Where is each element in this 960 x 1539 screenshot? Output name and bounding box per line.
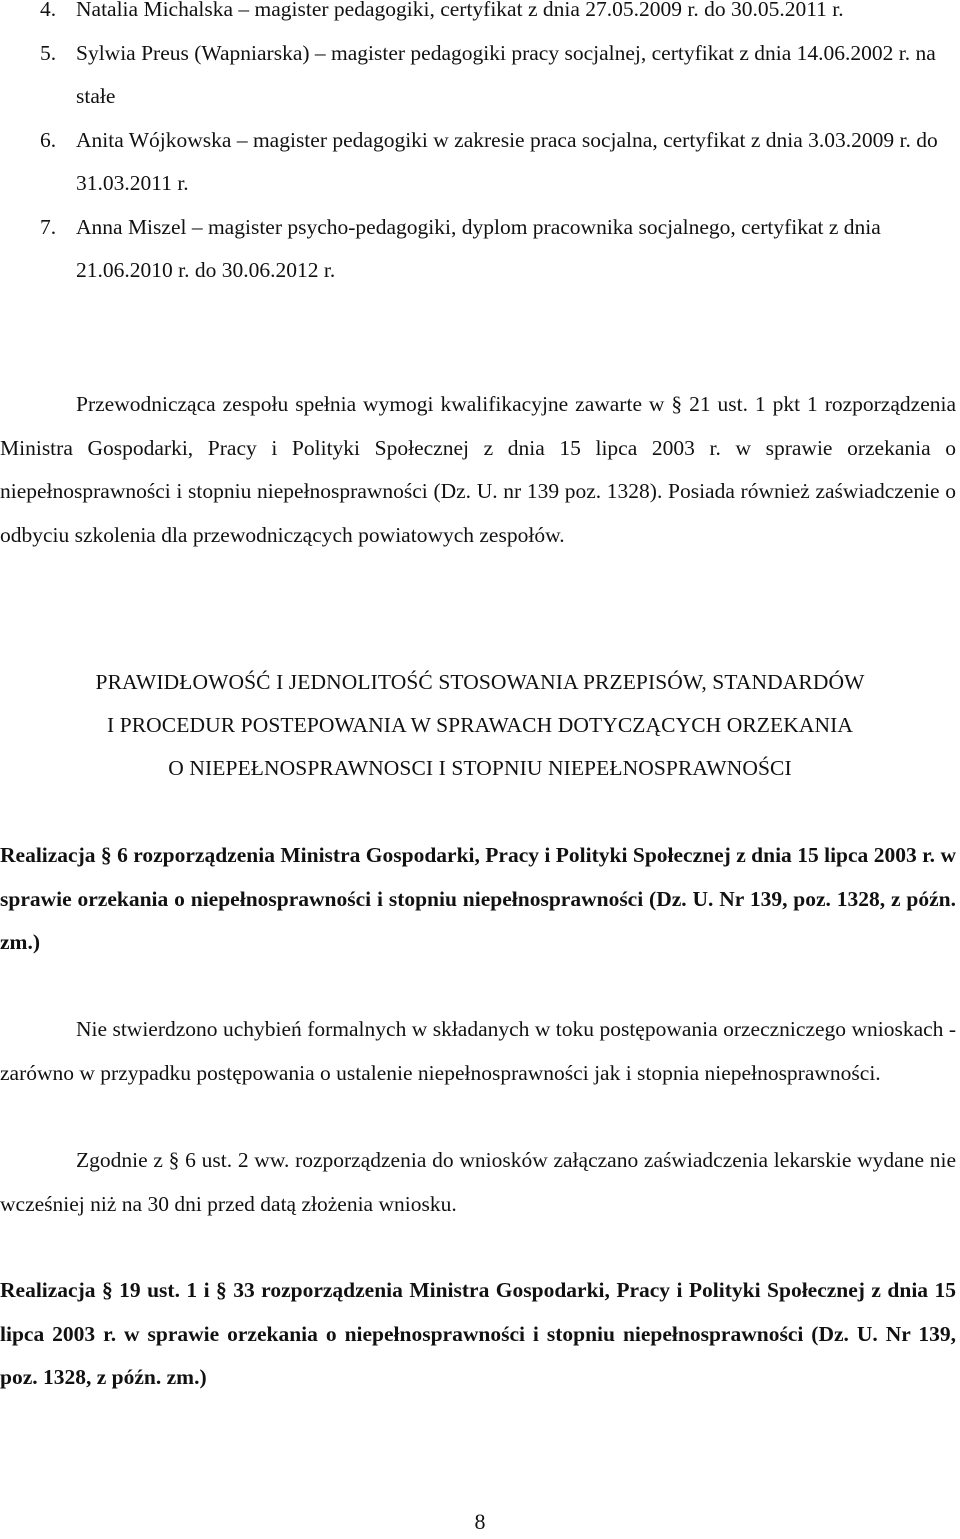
list-item-number: 5. [40,40,57,65]
section-1-title: Realizacja § 6 rozporządzenia Ministra Gospodarki, Pracy i Polityki Społecznej z dnia 15 lipca 2003 r. w sprawie orzekania o niepełnosprawności i stopniu niepełnosprawności (Dz. U. Nr 139, poz. 1328, z późn. zm.) [0,843,956,954]
section-2-title: Realizacja § 19 ust. 1 i § 33 rozporządzenia Ministra Gospodarki, Pracy i Polityki Społecznej z dnia 15 lipca 2003 r. w sprawie orzekania o niepełnosprawności i stopniu niepełnosprawności (Dz. U. Nr 139, poz. 1328, z późn. zm.) [0,1278,956,1389]
list-item [40,32,955,119]
formal-compliance-text: Nie stwierdzono uchybień formalnych w składanych w toku postępowania orzeczniczego wnioskach - zarówno w przypadku postępowania o ustalenie niepełnosprawności jak i stopnia niepełnosprawności. [0,1017,956,1085]
list-item-text: Anna Miszel – magister psycho-pedagogiki, dyplom pracownika socjalnego, certyfikat z dnia 21.06.2010 r. do 30.06.2012 r. [76,214,881,282]
list-item-number: 6. [40,127,57,152]
list-item-number: 4. [40,0,57,21]
qualification-paragraph [0,383,956,557]
medical-certificate-text: Zgodnie z § 6 ust. 2 ww. rozporządzenia do wniosków załączano zaświadczenia lekarskie wydane nie wcześniej niż na 30 dni przed datą złożenia wniosku. [0,1148,956,1216]
list-item-text: Natalia Michalska – magister pedagogiki, certyfikat z dnia 27.05.2009 r. do 30.05.2011 r. [76,0,844,21]
list-item [40,119,955,206]
section-heading-line-1: PRAWIDŁOWOŚĆ I JEDNOLITOŚĆ STOSOWANIA PRZEPISÓW, STANDARDÓW [95,670,865,694]
page-number: 8 [474,1509,486,1534]
section-heading [0,661,960,790]
list-item [40,0,955,32]
list-item-text: Sylwia Preus (Wapniarska) – magister pedagogiki pracy socjalnej, certyfikat z dnia 14.06.2002 r. na stałe [76,40,936,108]
list-item-number: 7. [40,214,57,239]
list-item-text: Anita Wójkowska – magister pedagogiki w zakresie praca socjalna, certyfikat z dnia 3.03.2009 r. do 31.03.2011 r. [76,127,938,195]
medical-certificate-paragraph [0,1139,956,1226]
formal-compliance-paragraph [0,1008,956,1095]
section-heading-line-2: I PROCEDUR POSTEPOWANIA W SPRAWACH DOTYCZĄCYCH ORZEKANIA [106,713,854,737]
qualification-text: Przewodnicząca zespołu spełnia wymogi kwalifikacyjne zawarte w § 21 ust. 1 pkt 1 rozporządzenia Ministra Gospodarki, Pracy i Polityki Społecznej z dnia 15 lipca 2003 r. w sprawie orzekania o niepełnosprawności i stopniu niepełnosprawności (Dz. U. nr 139 poz. 1328). Posiada również zaświadczenie o odbyciu szkolenia dla przewodniczących powiatowych zespołów. [0,392,956,547]
staff-list [40,0,955,293]
section-heading-line-3: O NIEPEŁNOSPRAWNOSCI I STOPNIU NIEPEŁNOSPRAWNOŚCI [168,756,792,780]
list-item [40,206,955,293]
